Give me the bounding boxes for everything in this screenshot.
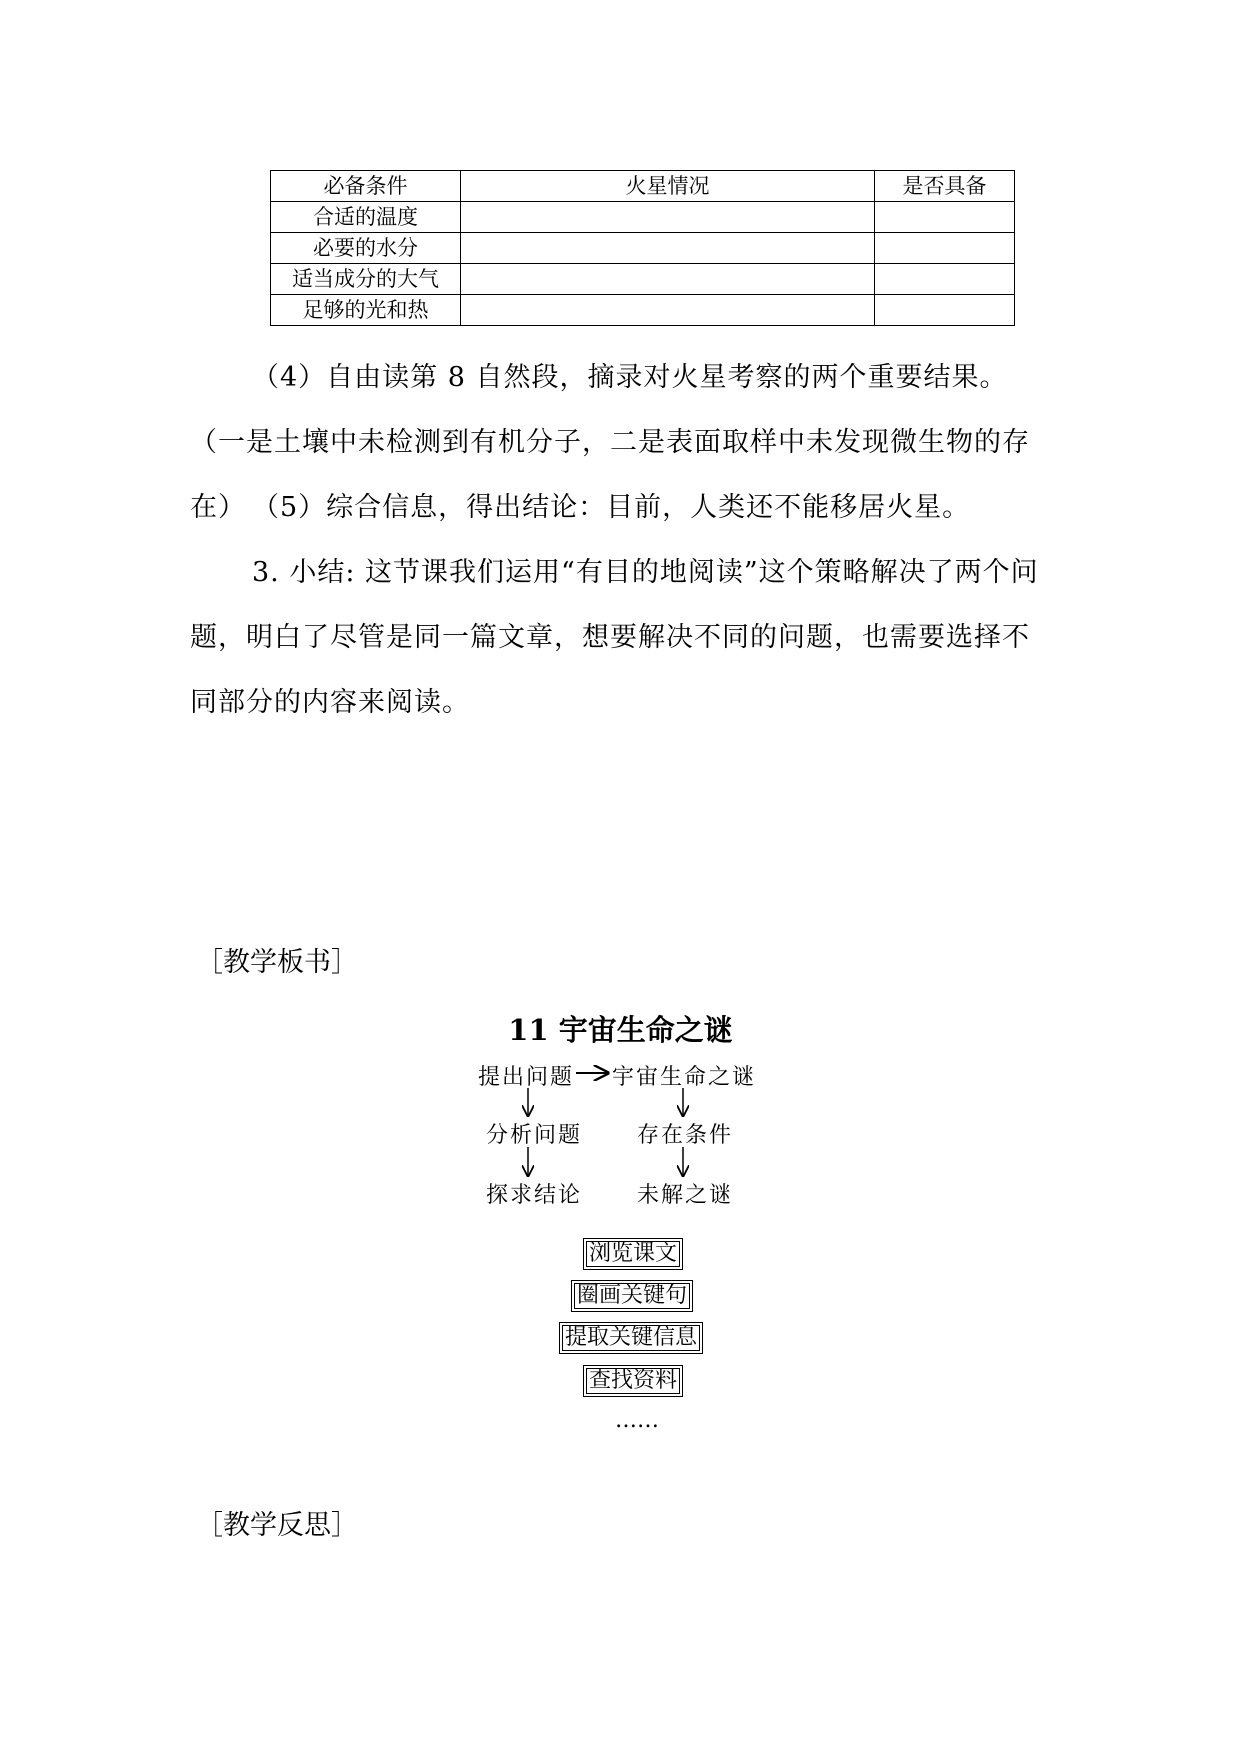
table-cell: 合适的温度 bbox=[271, 202, 461, 233]
board-right-node: 存在条件 bbox=[637, 1123, 734, 1148]
paragraph-text: （4）自由读第 8 自然段，摘录对火星考察的两个重要结果。（一是土壤中未检测到有机分子，二是表面取样中未发现微生物的存在） bbox=[190, 362, 1030, 523]
table-header: 火星情况 bbox=[461, 171, 875, 202]
board-right-node: 宇宙生命之谜 bbox=[612, 1065, 757, 1090]
board-heading: ［教学板书］ bbox=[196, 947, 358, 978]
table-cell: 适当成分的大气 bbox=[271, 264, 461, 295]
method-box: 查找资料 bbox=[583, 1365, 683, 1397]
method-box: 提取关键信息 bbox=[559, 1322, 703, 1354]
table-cell: 足够的光和热 bbox=[271, 295, 461, 326]
board-ellipsis: …… bbox=[615, 1408, 659, 1433]
reflection-heading: ［教学反思］ bbox=[196, 1510, 358, 1541]
paragraph-text: （5）综合信息，得出结论：目前，人类还不能移居火星。 bbox=[252, 492, 971, 523]
board-right-node: 未解之谜 bbox=[637, 1183, 734, 1208]
method-box: 圈画关键句 bbox=[571, 1280, 693, 1312]
board-left-node: 提出问题 bbox=[478, 1065, 575, 1090]
table-header: 必备条件 bbox=[271, 171, 461, 202]
paragraph-text: 3. 小结: 这节课我们运用“有目的地阅读”这个策略解决了两个问题，明白了尽管是同一篇文章，想要解决不同的问题，也需要选择不同部分的内容来阅读。 bbox=[190, 557, 1039, 718]
method-box: 浏览课文 bbox=[583, 1238, 683, 1270]
board-title: 11 宇宙生命之谜 bbox=[508, 1013, 733, 1047]
table-header: 是否具备 bbox=[875, 171, 1015, 202]
board-left-node: 探求结论 bbox=[486, 1183, 583, 1208]
board-left-node: 分析问题 bbox=[486, 1123, 583, 1148]
table-cell: 必要的水分 bbox=[271, 233, 461, 264]
